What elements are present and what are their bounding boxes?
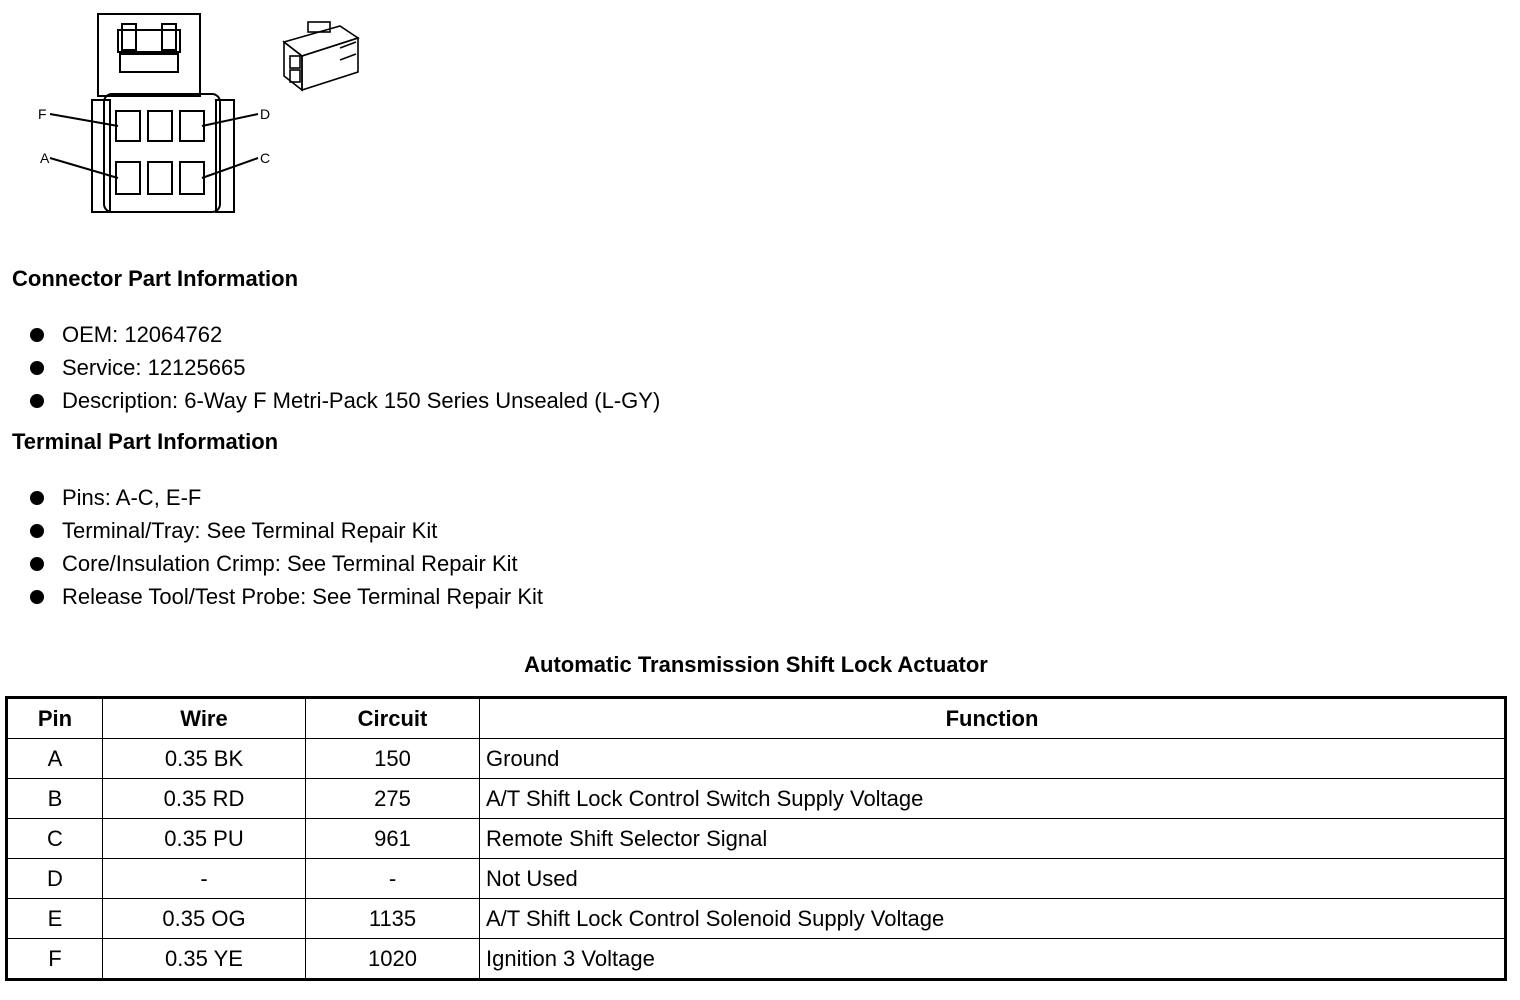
table-title: Automatic Transmission Shift Lock Actuator [524,652,988,677]
cell-wire: 0.35 RD [103,779,306,819]
list-item: Release Tool/Test Probe: See Terminal Repair Kit [30,580,543,613]
connector-part-list [30,318,660,417]
cell-wire: 0.35 OG [103,899,306,939]
pinout-table [5,696,1507,981]
cell-pin: F [7,939,103,980]
cell-circuit: 275 [306,779,480,819]
cell-pin: A [7,739,103,779]
cell-pin: B [7,779,103,819]
table-header-row [7,698,1506,739]
connector-isometric-drawing [278,8,368,103]
cell-circuit: 150 [306,739,480,779]
bullet-icon [30,524,44,538]
bullet-icon [30,590,44,604]
cell-wire: - [103,859,306,899]
header-circuit: Circuit [306,698,480,739]
list-item: Core/Insulation Crimp: See Terminal Repair Kit [30,547,543,580]
cell-wire: 0.35 BK [103,739,306,779]
bullet-icon [30,328,44,342]
pin-label-a: A [40,150,50,166]
list-item: Terminal/Tray: See Terminal Repair Kit [30,514,543,547]
pin-label-c: C [260,150,271,166]
cell-pin: D [7,859,103,899]
header-wire: Wire [103,698,306,739]
table-row [7,859,1506,899]
cell-function: Ground [480,739,1506,779]
table-row [7,739,1506,779]
pin-label-d: D [260,106,271,122]
list-item: OEM: 12064762 [30,318,660,351]
header-pin: Pin [7,698,103,739]
bullet-icon [30,394,44,408]
terminal-part-heading: Terminal Part Information [12,429,279,454]
list-item: Service: 12125665 [30,351,660,384]
cell-circuit: - [306,859,480,899]
cell-function: Ignition 3 Voltage [480,939,1506,980]
list-item: Description: 6-Way F Metri-Pack 150 Series Unsealed (L-GY) [30,384,660,417]
connector-face-diagram [30,8,280,228]
table-row [7,779,1506,819]
cell-circuit: 961 [306,819,480,859]
bullet-icon [30,491,44,505]
cell-circuit: 1020 [306,939,480,980]
header-function: Function [480,698,1506,739]
cell-wire: 0.35 YE [103,939,306,980]
cell-function: A/T Shift Lock Control Switch Supply Voltage [480,779,1506,819]
connector-face-drawing [30,8,280,223]
connector-part-heading: Connector Part Information [12,266,299,291]
cell-circuit: 1135 [306,899,480,939]
bullet-icon [30,361,44,375]
cell-function: Not Used [480,859,1506,899]
table-row [7,819,1506,859]
cell-function: A/T Shift Lock Control Solenoid Supply Voltage [480,899,1506,939]
cell-wire: 0.35 PU [103,819,306,859]
bullet-icon [30,557,44,571]
terminal-part-list [30,481,543,613]
list-item: Pins: A-C, E-F [30,481,543,514]
pin-label-f: F [38,106,47,122]
table-row [7,939,1506,980]
table-row [7,899,1506,939]
cell-function: Remote Shift Selector Signal [480,819,1506,859]
cell-pin: C [7,819,103,859]
cell-pin: E [7,899,103,939]
